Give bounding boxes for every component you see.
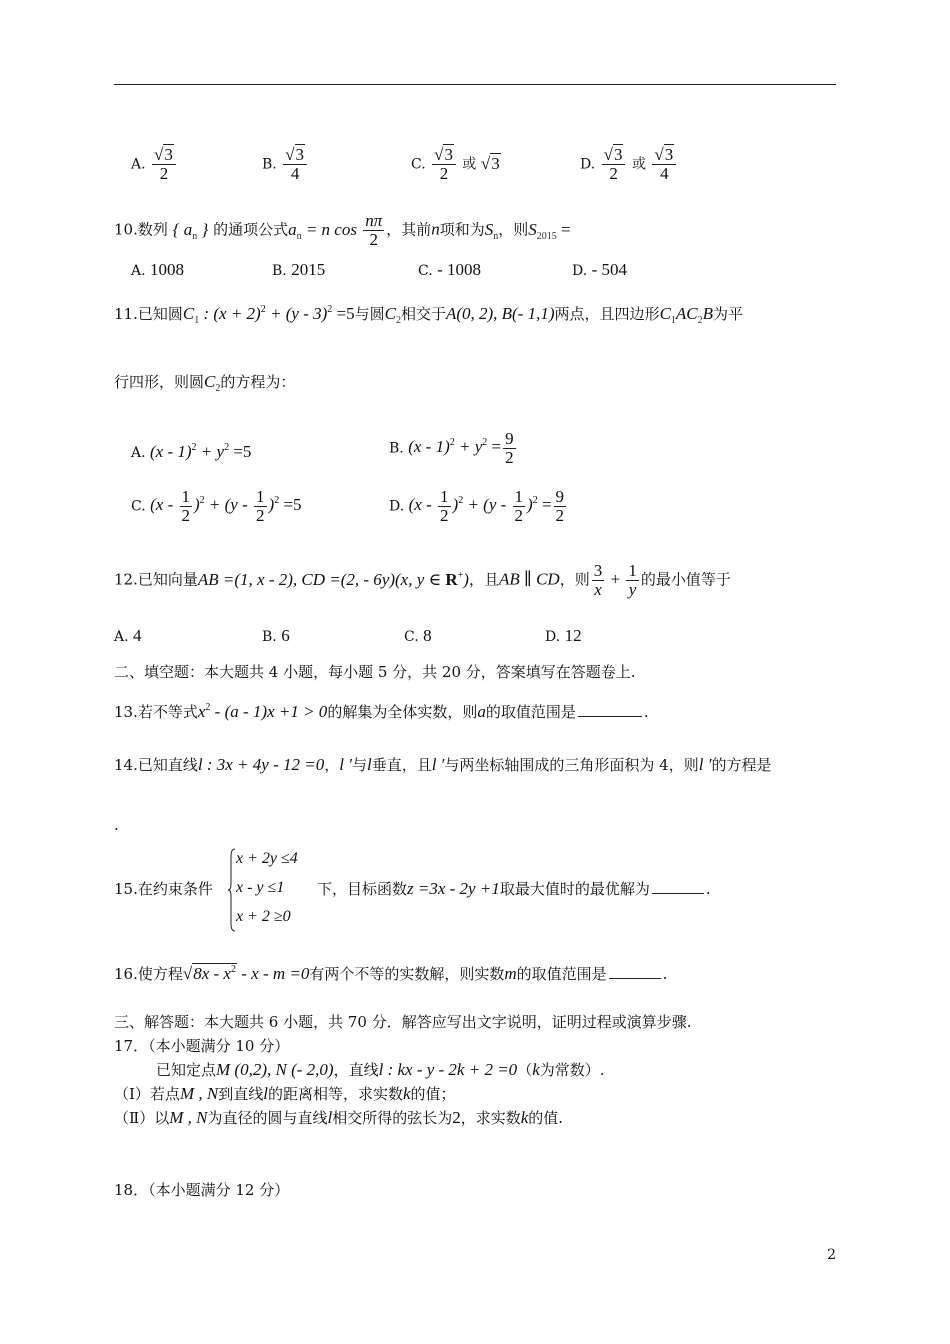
sum-sn: $S_n$ [484, 219, 499, 242]
text: 若不等式 [137, 703, 198, 721]
option-value: 12 [564, 626, 582, 645]
q9-option-b [262, 146, 309, 183]
variable-k: k [532, 1060, 540, 1079]
q11-stem-continued [114, 372, 295, 399]
q10-stem [114, 212, 571, 249]
option-value: - 1008 [437, 260, 482, 279]
option-value: - 504 [591, 260, 628, 279]
text: 与圆 [354, 305, 385, 323]
text: 已知向量 [137, 570, 198, 589]
q11-option-c: C. (x - $\frac{1}{2}$ )$^2$ + (y - $\frac{1}{2}$ )$^2$ =5 [131, 487, 302, 525]
text: 两点，且四边形 [554, 305, 660, 323]
page-number: 2 [827, 1247, 836, 1263]
q11-option-d: D. (x - $\frac{1}{2}$ )$^2$ + (y - $\frac{1}{2}$ )$^2$ = $\frac{9}{2}$ [389, 488, 568, 525]
text: 相交于 [400, 305, 446, 323]
left-brace-icon [228, 848, 236, 932]
q10-option-c: C. - 1008 [418, 260, 482, 279]
fixed-points: M (0,2), N (- 2,0) [216, 1060, 334, 1079]
sum-s2015: $S_{2015}$ = [528, 219, 571, 242]
text: 下，目标函数 [317, 880, 408, 898]
variable-a: a [477, 702, 486, 721]
text: 使方程 [137, 965, 183, 983]
option-label: B. [262, 156, 277, 173]
radicand: 3 [444, 145, 453, 164]
option-label: A. [131, 156, 146, 173]
text: 的解集为全体实数，则 [327, 703, 478, 721]
q17-part-1: （Ⅰ）若点M , N到直线l的距离相等，求实数k的值； [114, 1084, 456, 1103]
q12-stem: 12.已知向量AB =(1, x - 2), CD =(2, - 6y)(x, y ∈ R+)，且AB ∥ CD，则 $\frac{3}{x}$ + $\frac{1}{y}$ 的最小值等于 [114, 561, 731, 599]
text: 的取值范围是 [516, 965, 607, 983]
text: 已知圆 [137, 305, 183, 323]
q14-stem: 14.已知直线l : 3x + 4y - 12 =0，l ′与l垂直，且l ′与两坐标轴围成的三角形面积为 4，则l ′的方程是 [114, 755, 772, 774]
text: ，其前 [386, 220, 432, 239]
q15-stem: 下，目标函数z =3x - 2y +1取最大值时的最优解为 . [317, 879, 711, 898]
line-equation: l : 3x + 4y - 12 =0 [197, 755, 325, 774]
or-text: 或 [631, 156, 646, 173]
fraction: $\frac{√3}{4}$ [652, 146, 676, 183]
answer-blank[interactable] [578, 702, 642, 717]
radical-expression: $√8x - x^2$ [182, 964, 236, 983]
text: 为平 [713, 305, 744, 323]
quadrilateral: $C_1AC_2B$ [659, 304, 714, 326]
denominator: 2 [159, 164, 169, 183]
option-label: D. [580, 156, 596, 173]
option-equation: $(x - 1)^2 + y^2 =5$ [150, 442, 252, 461]
formula: $a_n = n$ cos [288, 219, 362, 242]
denominator: 4 [660, 164, 669, 183]
section-3-heading: 三、解答题：本大题共 6 小题，共 70 分．解答应写出文字说明，证明过程或演算步骤. [114, 1013, 692, 1031]
q16-stem: 16.使方程$√8x - x^2 - x - m =0$有两个不等的实数解，则实数m的取值范围是 . [114, 960, 667, 984]
answer-blank[interactable] [652, 879, 704, 894]
constraint-system [228, 848, 328, 932]
question-number: 10. [114, 220, 138, 239]
constraint-1: x + 2y ≤4 [236, 850, 298, 867]
q9-option-c [411, 146, 501, 183]
q17-heading: 17．（本小题满分 10 分） [114, 1037, 290, 1055]
fraction: $\frac{1}{y}$ [628, 561, 637, 599]
q11-option-b: B. $(x - 1)^2 + y^2$ = $\frac{9}{2}$ [389, 430, 518, 467]
text: 的取值范围是 [485, 703, 576, 721]
q15-stem-label: 15.在约束条件 [114, 880, 213, 898]
q9-option-d [580, 146, 678, 183]
constraint-2: x - y ≤1 [236, 879, 285, 896]
section-2-heading: 二、填空题：本大题共 4 小题，每小题 5 分，共 20 分，答案填写在答题卷上. [114, 663, 636, 681]
answer-blank[interactable] [609, 964, 661, 979]
text: ，直线 [333, 1061, 379, 1079]
option-value: 1008 [150, 260, 185, 279]
option-equation: (x - $\frac{1}{2}$ )$^2$ + (y - $\frac{1}{2}$ )$^2$ =5 [150, 487, 302, 525]
circle-c2: $C_2$ [384, 304, 401, 326]
or-text: 或 [462, 156, 477, 173]
objective-function: z =3x - 2y +1 [407, 879, 500, 898]
radicand: 3 [613, 145, 623, 164]
variable-n: n [431, 219, 440, 239]
text: ，且 [468, 570, 499, 589]
q18-heading: 18．（本小题满分 12 分） [114, 1181, 290, 1199]
option-equation: (x - $\frac{1}{2}$ )$^2$ + (y - $\frac{1}{2}$ )$^2$ = $\frac{9}{2}$ [408, 487, 565, 525]
vector-expression: AB =(1, x - 2), CD =(2, - 6y)(x, y ∈ R+) [197, 569, 469, 589]
text: ，则 [559, 570, 590, 589]
fraction: $\frac{n\pi}{2}$ [365, 211, 383, 249]
text: 的通项公式 [213, 220, 289, 239]
text: 的最小值等于 [640, 570, 731, 589]
q12-option-d: D. 12 [545, 626, 582, 645]
line-l-prime: l ′ [698, 755, 712, 774]
equation-rest: - x - m =0 [236, 964, 310, 983]
line-l-prime: l ′ [431, 755, 445, 774]
q10-option-a: A. 1008 [131, 260, 185, 279]
fraction: $\frac{√3}{4}$ [283, 146, 307, 183]
text: 已知直线 [137, 756, 198, 774]
radicand: 3 [164, 145, 173, 164]
line-l-prime: l ′ [339, 755, 352, 774]
header-rule [114, 84, 836, 85]
text: 在约束条件 [137, 880, 213, 898]
denominator: 2 [609, 164, 618, 183]
q12-option-a: A. 4 [114, 626, 142, 645]
option-label: C. [411, 156, 426, 173]
q17-part-2: （Ⅱ）以M , N为直径的圆与直线l相交所得的弦长为2，求实数k的值. [114, 1108, 564, 1127]
text: 取最大值时的最优解为 [499, 880, 650, 898]
q13-stem: 13.若不等式$x^2 - (a - 1)x +1 > 0$的解集为全体实数，则a的取值范围是 . [114, 702, 649, 721]
circle-c1-equation: $C_1$ : $(x + 2)^2 + (y - 3)^2 =5$ [182, 304, 355, 326]
fraction: $\frac{3}{x}$ [593, 561, 603, 599]
text: ，则 [498, 220, 529, 239]
q9-option-a [131, 146, 178, 183]
q11-option-a: A. $(x - 1)^2 + y^2 =5$ [131, 442, 252, 461]
text: 项和为 [439, 220, 485, 239]
q11-stem: 11.已知圆$C_1$ : $(x + 2)^2 + (y - 3)^2 =5$与圆$C_2$相交于A(0, 2), B(- 1,1)两点，且四边形$C_1AC_2B$为平 [114, 304, 744, 326]
q14-continuation: . [114, 816, 119, 834]
option-value: 2015 [291, 260, 326, 279]
radicand: 3 [664, 145, 674, 164]
fraction: $\frac{√3}{2}$ [432, 146, 456, 183]
intersection-points: A(0, 2), B(- 1,1) [445, 304, 555, 323]
text: 有两个不等的实数解，则实数 [309, 965, 505, 983]
q12-option-c: C. 8 [404, 626, 432, 645]
radicand: 3 [491, 153, 500, 173]
option-value: 4 [133, 626, 142, 645]
inequality: $x^2 - (a - 1)x +1 > 0$ [197, 702, 328, 721]
q12-option-b: B. 6 [262, 626, 290, 645]
fraction: $\frac{√3}{2}$ [152, 146, 176, 183]
option-value: 6 [281, 626, 290, 645]
radicand: 3 [295, 145, 305, 164]
option-equation: $(x - 1)^2 + y^2$ = $\frac{9}{2}$ [408, 429, 514, 467]
denominator: 2 [439, 164, 449, 183]
parallel-expression: AB ∥ CD [498, 569, 560, 589]
constraint-3: x + 2 ≥0 [236, 908, 291, 925]
text: 的方程为： [220, 373, 296, 391]
q10-option-b: B. 2015 [272, 260, 326, 279]
sequence-notation: { $a_n$ } [172, 219, 209, 242]
fraction: $\frac{√3}{2}$ [602, 146, 626, 183]
sqrt-expression: √3 [480, 153, 500, 173]
q17-given: 已知定点M (0,2), N (- 2,0)，直线l : kx - y - 2k + 2 =0（k为常数）. [156, 1060, 605, 1079]
circle-c2: $C_2$ [204, 372, 221, 394]
variable-m: m [504, 964, 517, 983]
line-l: l [366, 755, 372, 774]
text: 已知定点 [156, 1061, 217, 1079]
q10-option-d: D. - 504 [572, 260, 628, 279]
denominator: 4 [290, 164, 300, 183]
option-value: 8 [423, 626, 432, 645]
line-equation: l : kx - y - 2k + 2 =0 [378, 1060, 518, 1079]
text: 数列 [137, 220, 168, 239]
text: 行四形，则圆 [114, 373, 205, 391]
